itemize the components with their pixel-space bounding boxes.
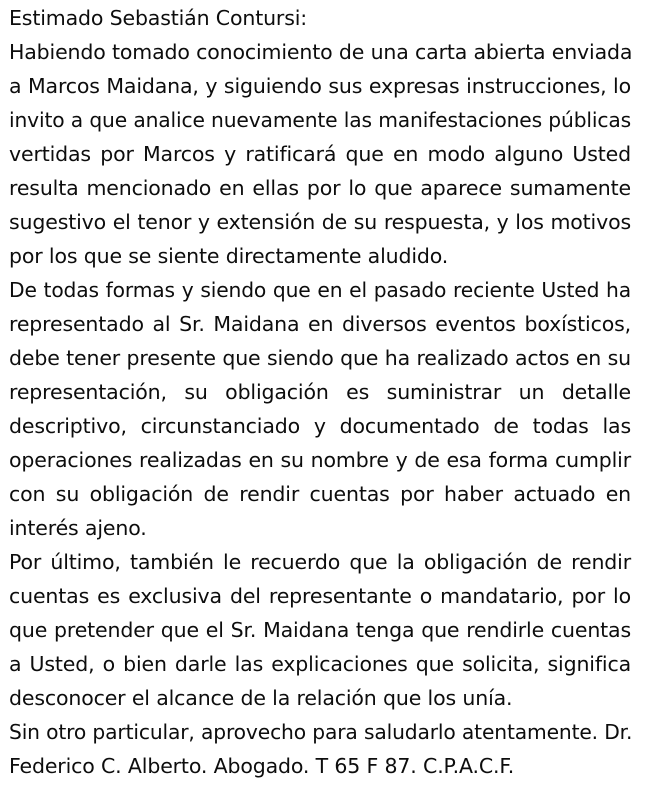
text-line: Por último, también le recuerdo que la obligación de rendir [9, 550, 631, 574]
text-line: que pretender que el Sr. Maidana tenga que rendirle cuentas [9, 618, 631, 642]
salutation-line: Estimado Sebastián Contursi: [9, 6, 308, 30]
text-line: debe tener presente que siendo que ha realizado actos en su [9, 346, 631, 370]
text-line: a Usted, o bien darle las explicaciones que solicita, significa [9, 652, 631, 676]
text-line: representación, su obligación es suministrar un detalle [9, 380, 631, 404]
text-line: por los que se siente directamente aludido. [9, 244, 449, 268]
signature-line: Federico C. Alberto. Abogado. T 65 F 87. C.P.A.C.F. [9, 754, 515, 778]
text-line: descriptivo, circunstanciado y documentado de todas las [9, 414, 631, 438]
text-line: desconocer el alcance de la relación que los unía. [9, 686, 513, 710]
text-line: con su obligación de rendir cuentas por haber actuado en [9, 482, 631, 506]
text-line: operaciones realizadas en su nombre y de esa forma cumplir [9, 448, 631, 472]
text-line: vertidas por Marcos y ratificará que en modo alguno Usted [9, 142, 631, 166]
text-line: representado al Sr. Maidana en diversos eventos boxísticos, [9, 312, 631, 336]
closing-line: Sin otro particular, aprovecho para saludarlo atentamente. Dr. [9, 720, 633, 744]
text-line: cuentas es exclusiva del representante o mandatario, por lo [9, 584, 631, 608]
text-line: interés ajeno. [9, 516, 147, 540]
text-line: a Marcos Maidana, y siguiendo sus expresas instrucciones, lo [9, 74, 631, 98]
text-line: Habiendo tomado conocimiento de una carta abierta enviada [9, 40, 633, 64]
text-line: sugestivo el tenor y extensión de su respuesta, y los motivos [9, 210, 631, 234]
text-line: invito a que analice nuevamente las manifestaciones públicas [9, 108, 631, 132]
text-line: resulta mencionado en ellas por lo que aparece sumamente [9, 176, 631, 200]
text-line: De todas formas y siendo que en el pasado reciente Usted ha [9, 278, 631, 302]
